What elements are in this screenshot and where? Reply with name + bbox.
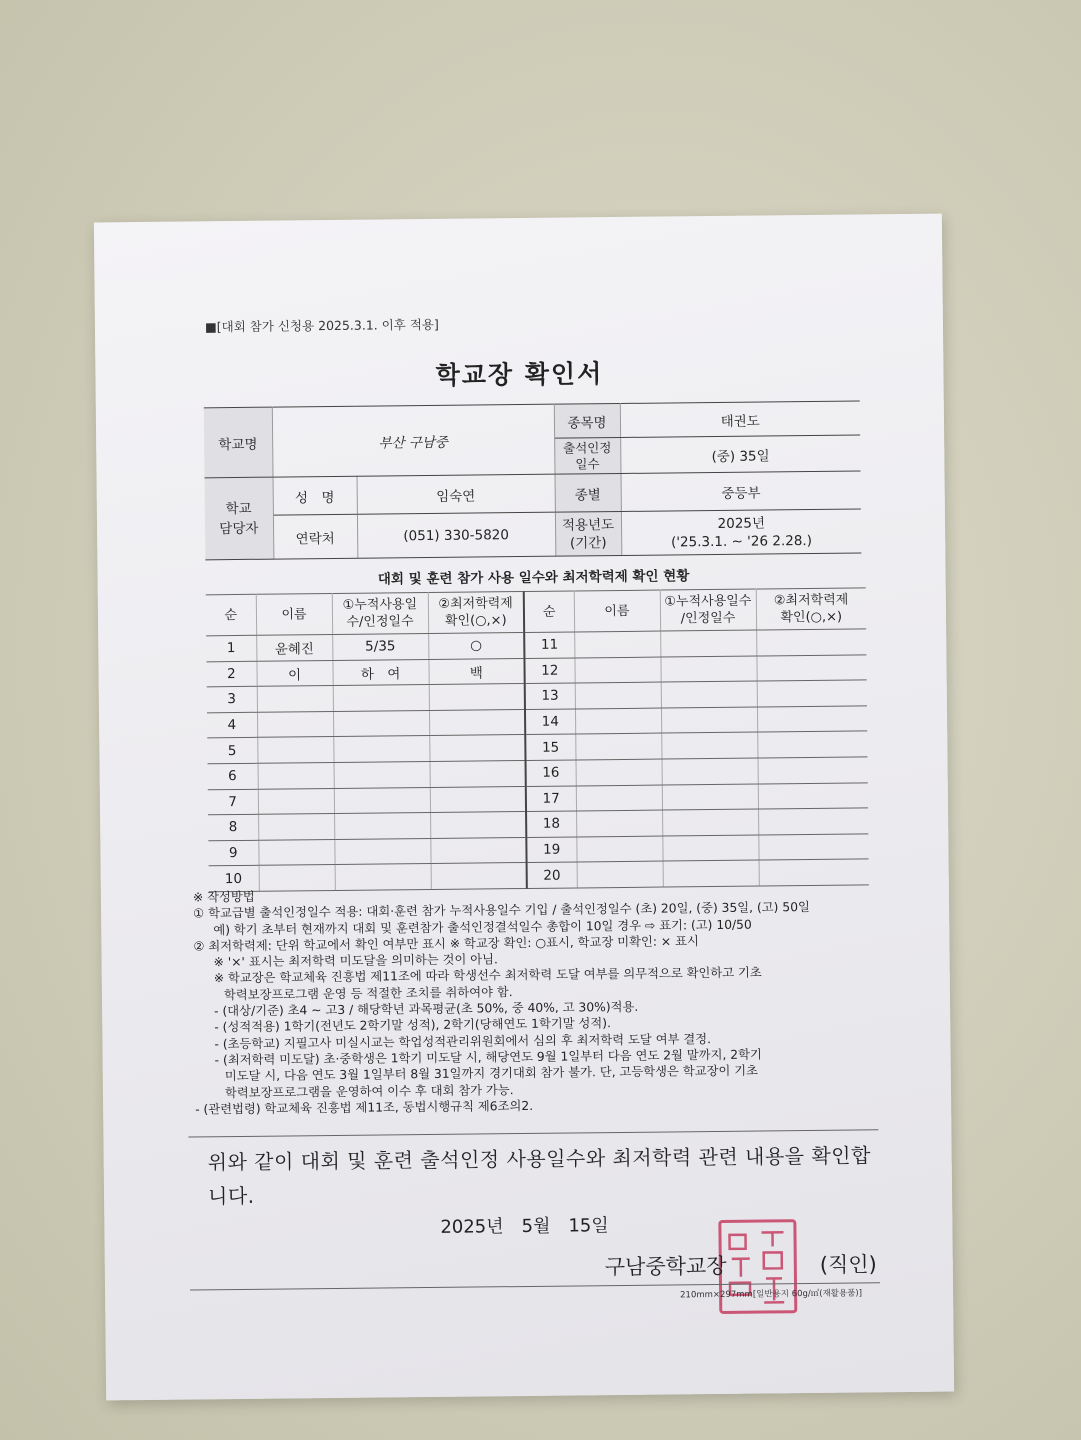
grid-cell: 1 [206, 635, 256, 661]
grid-cell [662, 784, 758, 811]
grid-cell [429, 709, 525, 736]
grid-cell: 12 [524, 658, 574, 684]
participation-grid [206, 587, 869, 892]
grid-cell [429, 735, 525, 762]
grid-cell: 7 [208, 789, 258, 815]
header-cell: 이름 [256, 594, 332, 636]
note-heading: ※ 작성방법 [192, 889, 255, 905]
grid-cell [333, 710, 429, 737]
grid-cell [257, 686, 333, 712]
grid-cell [758, 834, 868, 861]
name-label: 성 명 [273, 476, 357, 515]
note-line: - (초등학교) 지필고사 미실시교는 학업성적관리위원회에서 심의 후 최저학력 도달 여부 결정. [214, 1031, 712, 1051]
grid-cell [661, 681, 757, 708]
grid-cell: 11 [524, 632, 574, 658]
grid-cell: 3 [207, 686, 257, 712]
header-cell: ②최저학력제 확인(○,×) [756, 588, 866, 630]
sport-label: 종목명 [554, 403, 620, 438]
grid-cell [429, 684, 525, 711]
grid-cell: 9 [208, 840, 258, 866]
grid-cell [258, 788, 334, 814]
grid-cell: 윤혜진 [256, 634, 332, 660]
header-cell: ①누적사용일수 /인정일수 [660, 589, 756, 631]
grid-cell [576, 785, 662, 811]
grid-cell [662, 758, 758, 785]
contact-label: 연락처 [273, 514, 357, 559]
form-header-note: ■[대회 참가 신청용 2025.3.1. 이후 적용] [204, 316, 439, 335]
year-value: 2025년 [717, 514, 766, 532]
document-paper [94, 214, 954, 1401]
note-line: 학력보장프로그램 운영 등 적절한 조치를 취하여야 함. [223, 984, 513, 1002]
grid-cell [430, 760, 526, 787]
grid-cell [757, 757, 867, 784]
school-value: 부산 구남중 [272, 404, 555, 477]
grid-cell [257, 711, 333, 737]
grid-cell: 20 [527, 862, 577, 888]
grid-subtitle: 대회 및 훈련 참가 사용 일수와 최저학력제 확인 현황 [377, 568, 690, 588]
grid-cell [757, 680, 867, 707]
grid-cell [660, 656, 756, 683]
grid-cell [334, 813, 430, 840]
attendance-label: 출석인정 일수 [554, 437, 620, 474]
grid-cell [258, 762, 334, 788]
instructions [193, 882, 885, 1117]
header-cell: ②최저학력제 확인(○,×) [428, 591, 524, 633]
sport-value: 태권도 [620, 401, 860, 438]
confirmation-text: 위와 같이 대회 및 훈련 출석인정 사용일수와 최저학력 관련 내용을 확인합니다. [207, 1143, 871, 1209]
note-line: ② 최저학력제: 단위 학교에서 확인 여부만 표시 ※ 학교장 확인: ○표시, 학교장 미확인: × 표시 [193, 934, 699, 954]
grid-cell [662, 835, 758, 862]
grid-cell [258, 814, 334, 840]
header-cell: ①누적사용일 수/인정일수 [332, 592, 428, 634]
grid-cell [661, 732, 757, 759]
grid-cell [661, 707, 757, 734]
category-value: 중등부 [621, 471, 861, 512]
grid-cell [756, 629, 866, 656]
signer-name: 구남중학교장 [604, 1253, 727, 1280]
grid-cell [575, 708, 661, 734]
note-line: 예) 학기 초부터 현재까지 대회 및 훈련참가 출석인정결석일수 총합이 10일 경우 ⇨ 표기: (고) 10/50 [213, 917, 752, 937]
info-table [204, 400, 862, 560]
grid-cell: 2 [206, 661, 256, 687]
grid-cell: 이 [256, 660, 332, 686]
note-line: - (성적적용) 1학기(전년도 2학기말 성적), 2학기(당해연도 1학기말 성적). [214, 1016, 612, 1035]
grid-cell [430, 786, 526, 813]
category-label: 종별 [555, 473, 621, 512]
grid-cell: 18 [526, 811, 576, 837]
issue-date: 2025년 5월 15일 [440, 1215, 609, 1238]
school-label: 학교명 [204, 407, 273, 478]
grid-cell [430, 812, 526, 839]
grid-cell [576, 836, 662, 862]
note-line: ※ '×' 표시는 최저학력 미도달을 의미하는 것이 아님. [213, 952, 499, 970]
note-line: ※ 학교장은 학교체육 진흥법 제11조에 따라 학생선수 최저학력 도달 여부를 의무적으로 확인하고 기초 [213, 966, 762, 986]
header-cell: 이름 [574, 590, 660, 632]
grid-cell: 15 [525, 734, 575, 760]
year-period: ('25.3.1. ~ '26 2.28.) [670, 532, 813, 550]
grid-cell: 백 [428, 658, 524, 685]
grid-cell [258, 839, 334, 865]
note-line: - (관련법령) 학교체육 진흥법 제11조, 동법시행규칙 제6조의2. [195, 1098, 534, 1117]
grid-cell [334, 761, 430, 788]
grid-cell: 6 [208, 763, 258, 789]
grid-cell: 4 [207, 712, 257, 738]
grid-cell [575, 733, 661, 759]
grid-cell: ○ [428, 632, 524, 659]
paper-spec-footer: 210mm×297mm[일반용지 60g/㎡(재활용품)] [680, 1288, 863, 1301]
grid-cell [333, 736, 429, 763]
grid-cell [576, 810, 662, 836]
grid-cell: 8 [208, 814, 258, 840]
grid-cell: 17 [526, 786, 576, 812]
grid-cell: 5/35 [332, 633, 428, 660]
note-line: 학력보장프로그램을 운영하여 이수 후 대회 참가 가능. [224, 1082, 514, 1100]
grid-cell [758, 808, 868, 835]
grid-cell: 13 [525, 683, 575, 709]
grid-cell [430, 837, 526, 864]
manager-label: 학교 담당자 [205, 477, 274, 560]
name-value: 임숙연 [357, 474, 555, 514]
grid-cell: 하 여 [332, 659, 428, 686]
grid-cell: 10 [209, 866, 259, 892]
grid-cell [334, 838, 430, 865]
grid-cell [757, 731, 867, 758]
grid-cell [575, 682, 661, 708]
grid-cell [757, 706, 867, 733]
grid-cell [574, 657, 660, 683]
note-line: 미도달 시, 다음 연도 3월 1일부터 8월 31일까지 경기대회 참가 불가. 단, 고등학생은 학교장이 기초 [224, 1063, 759, 1084]
grid-cell [334, 787, 430, 814]
signer-suffix: (직인) [819, 1252, 877, 1277]
attendance-value: (중) 35일 [620, 435, 860, 474]
grid-header-row [206, 588, 866, 636]
note-line: - (최저학력 미도달) 초·중학생은 1학기 미도달 시, 해당연도 9월 1일부터 다음 연도 2월 말까지, 2학기 [214, 1047, 762, 1068]
year-label: 적용년도 (기간) [555, 511, 621, 556]
note-line: ① 학교급별 출석인정일수 적용: 대회·훈련 참가 누적사용일수 기입 / 출석인정일수 (초) 20일, (중) 35일, (고) 50일 [193, 900, 810, 921]
grid-cell [576, 759, 662, 785]
contact-value: (051) 330-5820 [357, 512, 555, 558]
note-line: - (대상/기준) 초4 ~ 고3 / 해당학년 과목평균(초 50%, 중 40%, 고 30%)적용. [214, 999, 639, 1019]
document-title: 학교장 확인서 [435, 359, 604, 390]
grid-cell [257, 737, 333, 763]
grid-cell [662, 809, 758, 836]
grid-cell [333, 685, 429, 712]
year-cell [621, 509, 861, 556]
grid-cell [574, 631, 660, 657]
grid-cell: 14 [525, 709, 575, 735]
grid-cell: 16 [526, 760, 576, 786]
grid-cell [756, 654, 866, 681]
header-cell: 순 [206, 594, 256, 636]
divider [188, 1129, 878, 1137]
grid-cell: 19 [526, 837, 576, 863]
grid-cell [660, 630, 756, 657]
header-cell: 순 [524, 591, 574, 633]
grid-cell: 5 [207, 738, 257, 764]
grid-cell [758, 782, 868, 809]
